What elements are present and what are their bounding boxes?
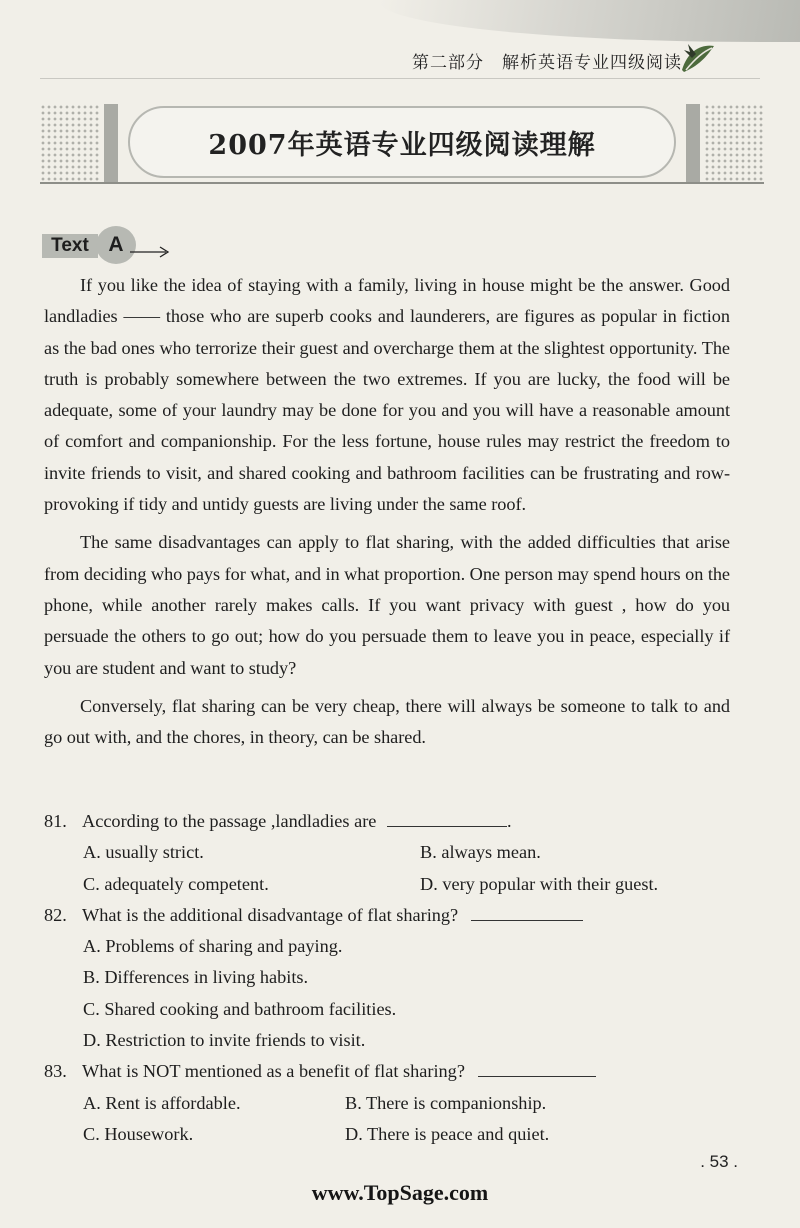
header-rule (40, 78, 760, 79)
banner-underline (40, 182, 764, 184)
question-number: 82. (44, 904, 67, 925)
reading-passage (44, 270, 730, 760)
banner-bar-right (686, 104, 700, 182)
page-number: . 53 . (700, 1152, 738, 1171)
question-number: 83. (44, 1061, 67, 1082)
option-d: D. Restriction to invite friends to visit. (83, 1030, 366, 1051)
answer-blank (387, 810, 507, 827)
banner-dot-pattern-left (40, 104, 100, 182)
banner-bar-left (104, 104, 118, 182)
option-b: B. Differences in living habits. (83, 967, 309, 988)
question-stem: What is the additional disadvantage of flat sharing? (82, 904, 459, 925)
passage-paragraph: If you like the idea of staying with a family, living in house might be the answer. Good landladies —— those who are superb cooks and launderers, are figures as popular in fiction as the bad ones who terrorize their guest and overcharge them at the slightest opportunity. The truth is probably somewhere between the two extremes. If you are lucky, the food will be adequate, some of your laundry may be done for you and you will have a reasonable amount of comfort and companionship. For the less fortune, house rules may restrict the freedom to invite friends to visit, and shared cooking and bathroom facilities can be frustrating and row-provoking if tidy and untidy guests are living under the same roof. (44, 275, 730, 515)
option-b: B. There is companionship. (345, 1092, 547, 1113)
question-list (44, 806, 744, 1150)
question-number: 81. (44, 811, 67, 831)
question-end-mark: . (507, 811, 512, 831)
leaf-icon (678, 40, 718, 76)
passage-paragraph: The same disadvantages can apply to flat sharing, with the added difficulties that arise from deciding who pays for what, and in what proportion. One person may spend hours on the phone, while another rarely makes calls. If you want privacy with guest , how do you persuade the others to go out; how do you persuade them to leave you in peace, especially if you are student and want to study? (44, 532, 730, 678)
option-b: B. always mean. (420, 842, 541, 863)
header-swoosh (380, 0, 800, 42)
answer-blank (478, 1060, 596, 1077)
section-badge (42, 226, 172, 264)
section-badge-letter: A (96, 226, 136, 264)
page-title: 2007年英语专业四级阅读理解 (208, 129, 596, 161)
banner-dot-pattern-right (704, 104, 764, 182)
question-81 (44, 806, 744, 900)
option-a: A. Problems of sharing and paying. (83, 936, 343, 957)
option-a: A. Rent is affordable. (83, 1092, 241, 1113)
question-stem: What is NOT mentioned as a benefit of flat sharing? (82, 1061, 465, 1082)
option-c: C. Shared cooking and bathroom facilities. (83, 998, 397, 1019)
option-d: D. very popular with their guest. (420, 873, 659, 894)
question-82 (44, 900, 744, 1056)
option-d: D. There is peace and quiet. (345, 1123, 550, 1144)
section-badge-word: Text (42, 234, 98, 258)
title-banner (40, 104, 764, 186)
question-83 (44, 1056, 744, 1150)
arrow-right-icon (130, 246, 170, 258)
option-a: A. usually strict. (83, 842, 204, 863)
banner-box (128, 106, 676, 178)
question-stem: According to the passage ,landladies are (82, 811, 377, 831)
running-head: 第二部分 解析英语专业四级阅读 (412, 53, 682, 73)
footer-website: www.TopSage.com (311, 1180, 489, 1205)
option-c: C. Housework. (83, 1123, 194, 1144)
answer-blank (471, 904, 583, 921)
passage-paragraph: Conversely, flat sharing can be very cheap, there will always be someone to talk to and go out with, and the chores, in theory, can be shared. (44, 695, 730, 748)
option-c: C. adequately competent. (83, 873, 269, 894)
